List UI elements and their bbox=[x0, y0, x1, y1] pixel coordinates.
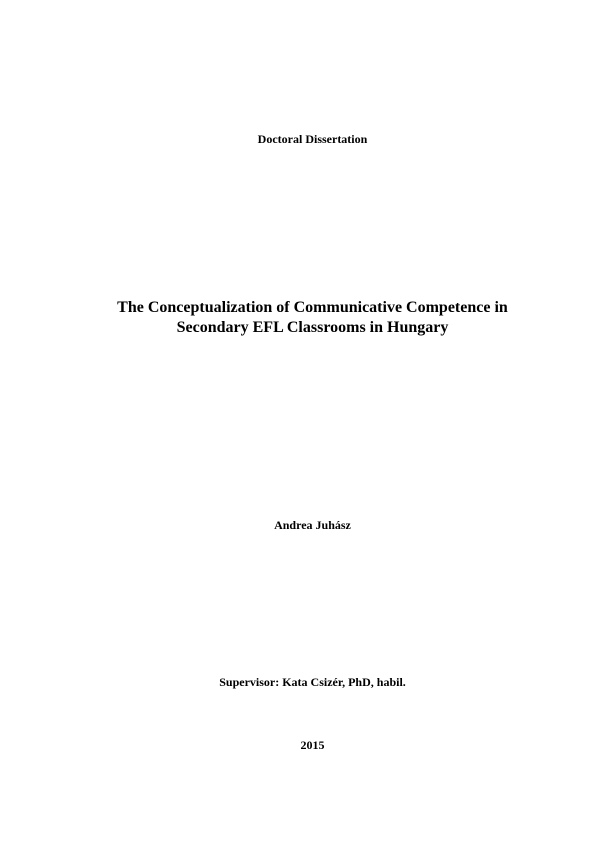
author-name: Andrea Juhász bbox=[274, 518, 351, 532]
dissertation-title-line-2: Secondary EFL Classrooms in Hungary bbox=[176, 319, 449, 336]
dissertation-title-line-1: The Conceptualization of Communicative Competence in bbox=[117, 299, 508, 316]
supervisor-line: Supervisor: Kata Csizér, PhD, habil. bbox=[219, 675, 406, 689]
document-type-label: Doctoral Dissertation bbox=[257, 132, 368, 146]
publication-year: 2015 bbox=[300, 738, 325, 752]
